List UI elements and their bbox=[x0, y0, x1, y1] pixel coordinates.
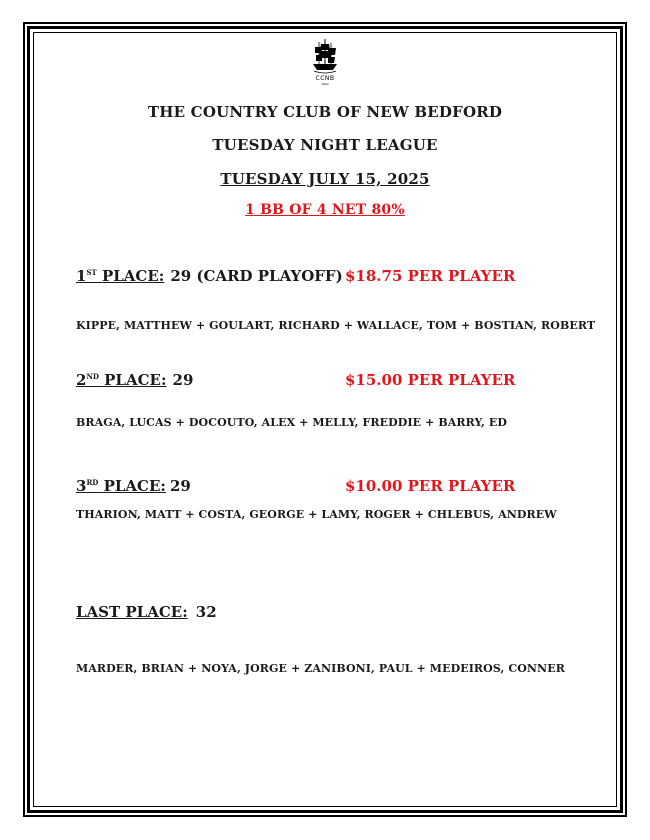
club-logo bbox=[305, 38, 345, 96]
club-title: THE COUNTRY CLUB OF NEW BEDFORD bbox=[147, 103, 503, 121]
third-place-prize: $10.00 PER PLAYER bbox=[345, 477, 516, 495]
place-score: 32 bbox=[195, 603, 217, 621]
first-place-prize: $18.75 PER PLAYER bbox=[345, 267, 516, 285]
last-place-heading bbox=[76, 603, 217, 621]
place-score: 29 bbox=[172, 371, 194, 389]
first-place-heading bbox=[76, 267, 343, 285]
logo-subtext: 1902 bbox=[321, 82, 329, 86]
ship-icon bbox=[312, 38, 338, 76]
event-format: 1 BB OF 4 NET 80% bbox=[245, 202, 405, 218]
place-label: 3RD PLACE: bbox=[76, 477, 166, 495]
third-place-players: THARION, MATT + COSTA, GEORGE + LAMY, ROGER + CHLEBUS, ANDREW bbox=[76, 508, 557, 521]
logo-text: CCNB bbox=[315, 75, 335, 82]
second-place-heading bbox=[76, 371, 193, 389]
place-score: 29 bbox=[169, 477, 191, 495]
second-place-prize: $15.00 PER PLAYER bbox=[345, 371, 516, 389]
first-place-players: KIPPE, MATTHEW + GOULART, RICHARD + WALLACE, TOM + BOSTIAN, ROBERT bbox=[76, 319, 596, 332]
third-place-heading bbox=[76, 477, 191, 495]
event-date: TUESDAY JULY 15, 2025 bbox=[220, 170, 430, 188]
league-title: TUESDAY NIGHT LEAGUE bbox=[212, 136, 438, 154]
place-label: 2ND PLACE: bbox=[76, 371, 167, 389]
second-place-players: BRAGA, LUCAS + DOCOUTO, ALEX + MELLY, FREDDIE + BARRY, ED bbox=[76, 416, 508, 429]
last-place-players: MARDER, BRIAN + NOYA, JORGE + ZANIBONI, PAUL + MEDEIROS, CONNER bbox=[76, 662, 565, 675]
place-score: 29 (CARD PLAYOFF) bbox=[170, 267, 343, 285]
place-label: LAST PLACE: bbox=[76, 603, 188, 621]
place-label: 1ST PLACE: bbox=[76, 267, 165, 285]
